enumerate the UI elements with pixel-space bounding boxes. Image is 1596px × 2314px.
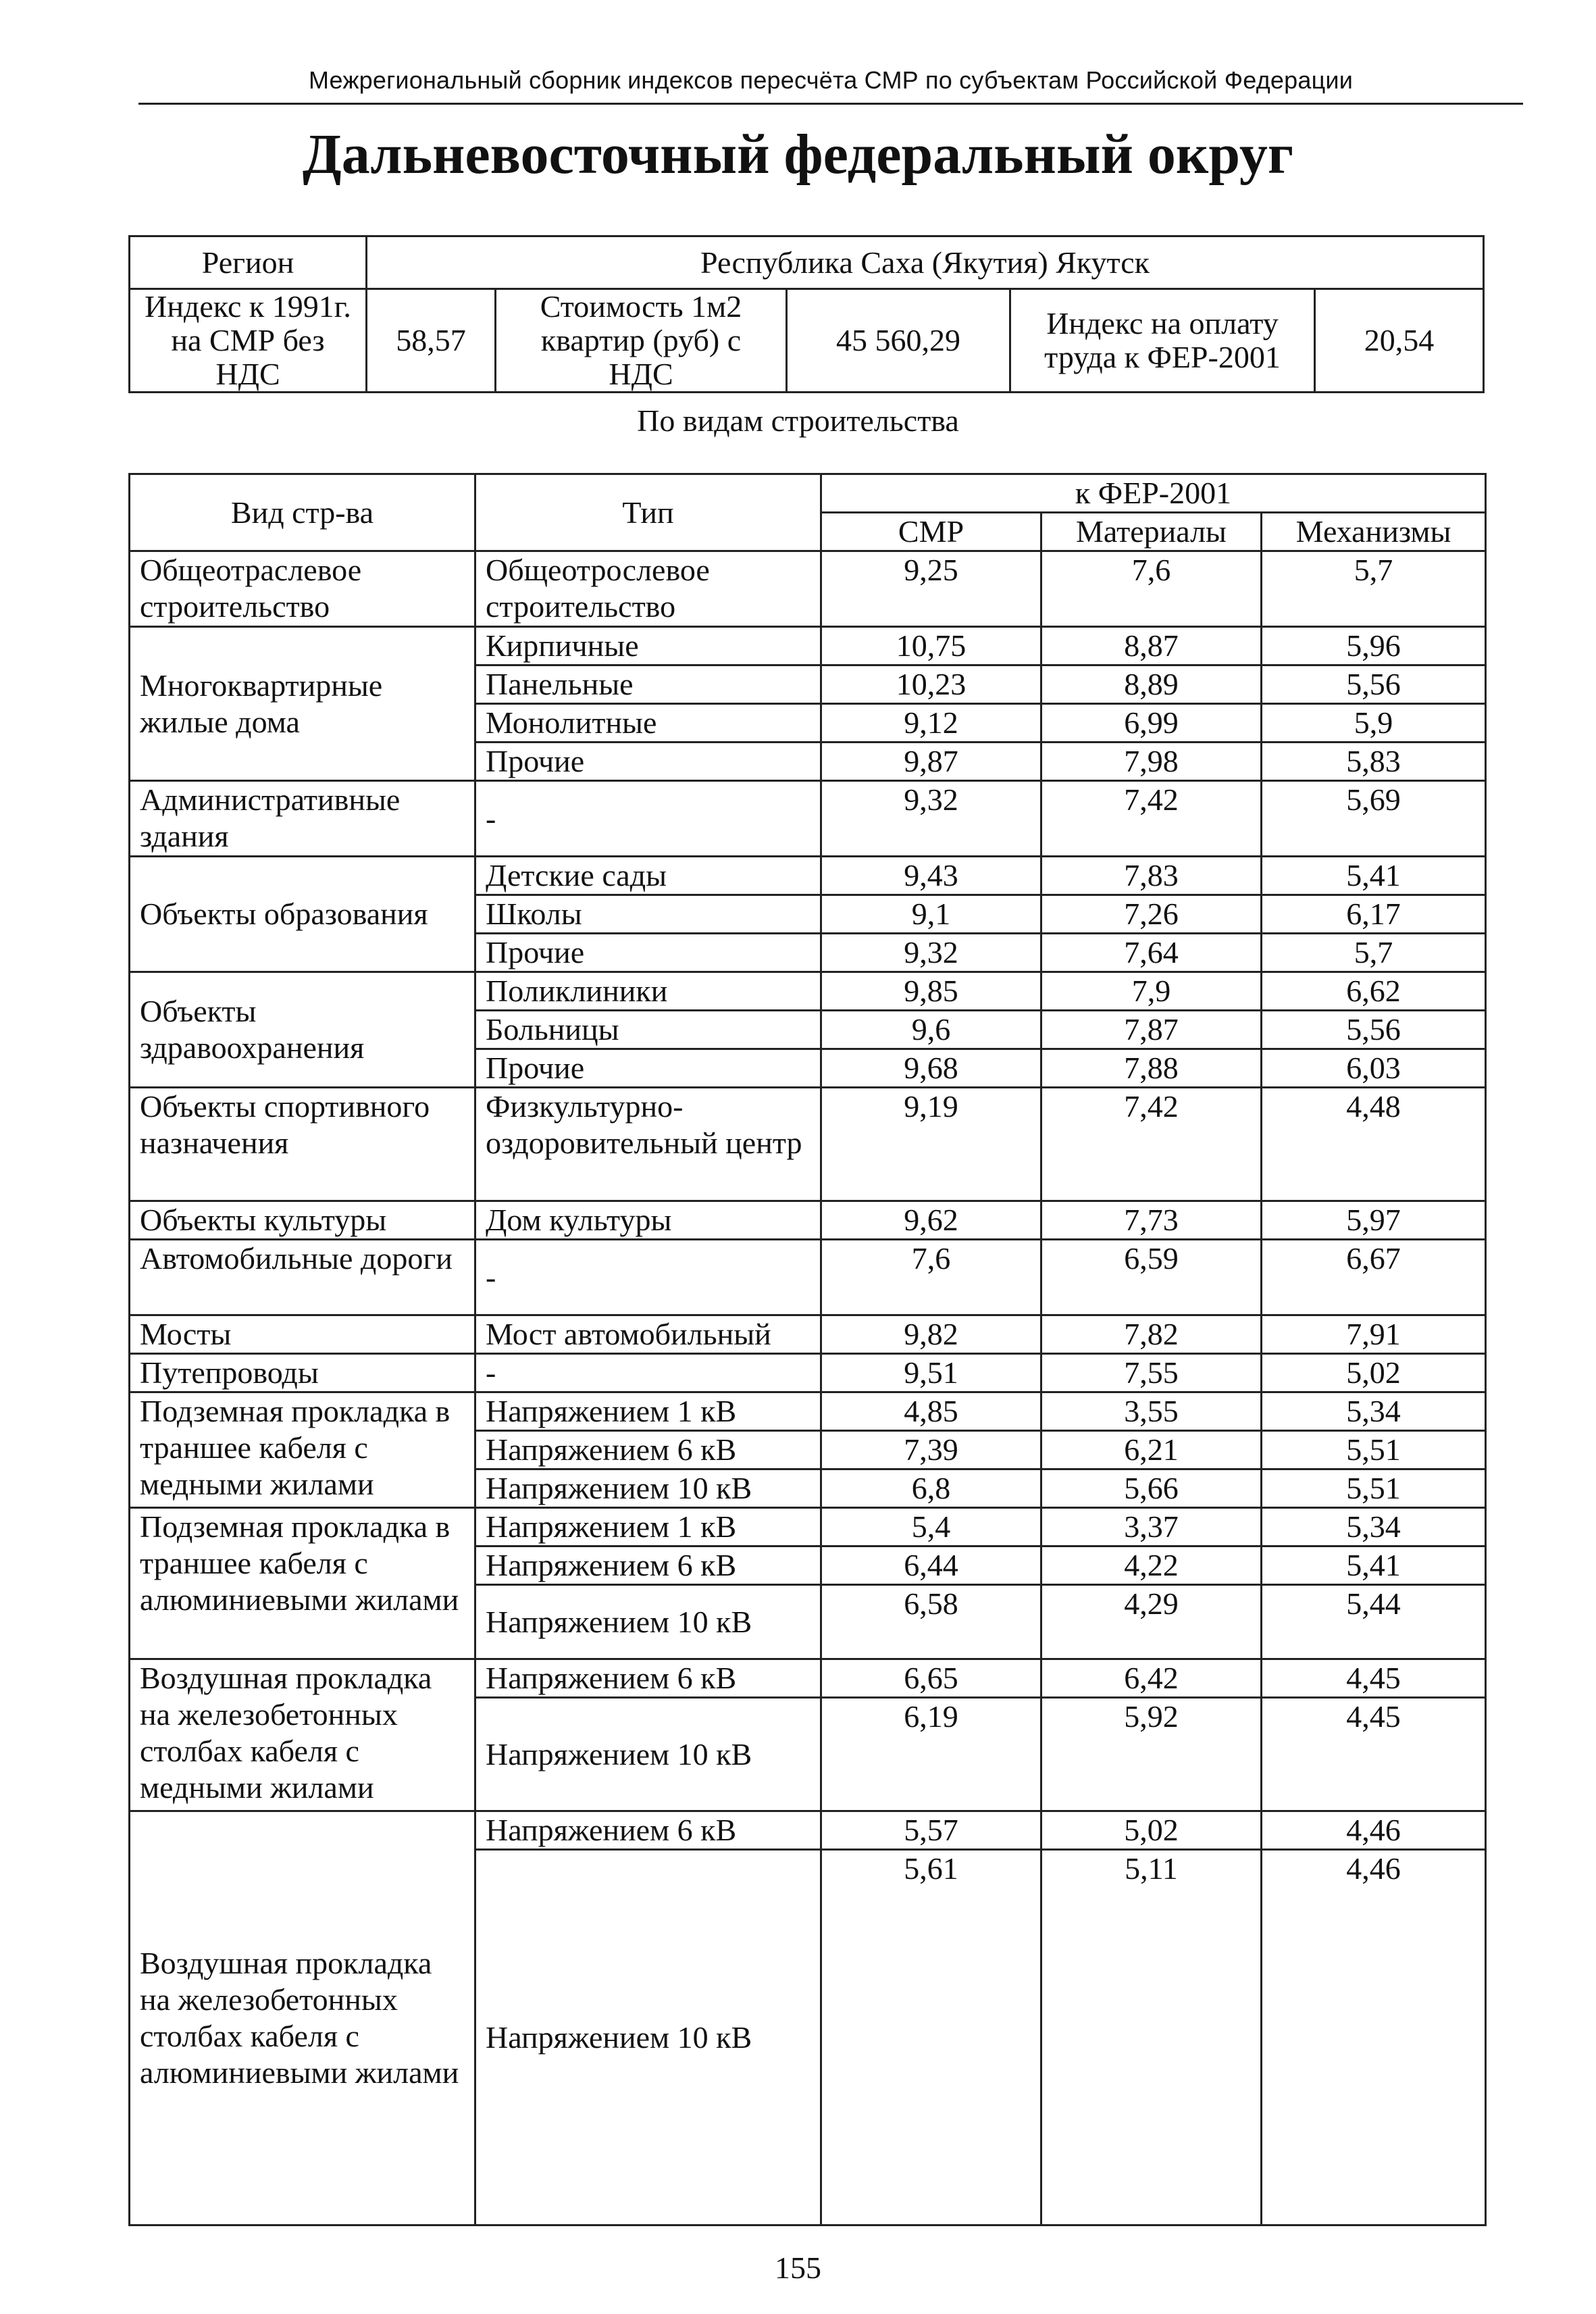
page-title: Дальневосточный федеральный округ bbox=[302, 123, 1294, 186]
table-row bbox=[130, 1811, 1486, 1850]
cell-materials: 6,42 bbox=[1041, 1659, 1262, 1698]
cell-kind: Объекты здравоохранения bbox=[130, 972, 475, 1088]
cell-mechanisms: 5,41 bbox=[1262, 857, 1486, 895]
cell-type: Поликлиники bbox=[475, 972, 821, 1011]
cell-type: Напряжением 10 кВ bbox=[475, 1850, 821, 2225]
cell-mechanisms: 5,96 bbox=[1262, 627, 1486, 665]
cell-kind: Объекты спортивного назначения bbox=[130, 1088, 475, 1201]
cell-mechanisms: 6,03 bbox=[1262, 1049, 1486, 1088]
cell-mechanisms: 5,02 bbox=[1262, 1354, 1486, 1392]
cell-mechanisms: 4,46 bbox=[1262, 1811, 1486, 1850]
cell-mechanisms: 5,34 bbox=[1262, 1392, 1486, 1431]
cell-smr: 7,6 bbox=[821, 1240, 1041, 1315]
cell-mechanisms: 6,17 bbox=[1262, 895, 1486, 934]
cell-smr: 9,87 bbox=[821, 743, 1041, 781]
col-header-smr: СМР bbox=[821, 513, 1041, 551]
cell-type: Монолитные bbox=[475, 704, 821, 743]
cell-kind: Воздушная прокладка на железобетонных столбах кабеля с алюминиевыми жилами bbox=[130, 1811, 475, 2225]
table-row bbox=[130, 1354, 1486, 1392]
cell-type: Напряжением 6 кВ bbox=[475, 1546, 821, 1585]
cell-mechanisms: 5,56 bbox=[1262, 665, 1486, 704]
cell-smr: 9,25 bbox=[821, 551, 1041, 627]
table-row bbox=[130, 781, 1486, 857]
table-row bbox=[130, 1240, 1486, 1315]
cell-smr: 9,12 bbox=[821, 704, 1041, 743]
cell-materials: 6,59 bbox=[1041, 1240, 1262, 1315]
cell-kind: Подземная прокладка в траншее кабеля с медными жилами bbox=[130, 1392, 475, 1508]
cell-type: Панельные bbox=[475, 665, 821, 704]
cell-smr: 9,82 bbox=[821, 1315, 1041, 1354]
cell-materials: 5,92 bbox=[1041, 1698, 1262, 1811]
cell-materials: 3,55 bbox=[1041, 1392, 1262, 1431]
cell-smr: 6,44 bbox=[821, 1546, 1041, 1585]
cell-materials: 7,6 bbox=[1041, 551, 1262, 627]
cell-materials: 6,21 bbox=[1041, 1431, 1262, 1469]
col-header-group: к ФЕР-2001 bbox=[821, 474, 1486, 513]
cell-materials: 7,42 bbox=[1041, 781, 1262, 857]
cell-mechanisms: 7,91 bbox=[1262, 1315, 1486, 1354]
cell-mechanisms: 4,48 bbox=[1262, 1088, 1486, 1201]
table-row bbox=[130, 1201, 1486, 1240]
cell-smr: 6,8 bbox=[821, 1469, 1041, 1508]
cell-kind: Объекты образования bbox=[130, 857, 475, 972]
cell-materials: 6,99 bbox=[1041, 704, 1262, 743]
index-1991-value: 58,57 bbox=[367, 289, 496, 393]
cell-type: Напряжением 6 кВ bbox=[475, 1659, 821, 1698]
index-1991-label: Индекс к 1991г. на СМР без НДС bbox=[130, 289, 367, 393]
page-number: 155 bbox=[775, 2250, 821, 2285]
cell-kind: Воздушная прокладка на железобетонных столбах кабеля с медными жилами bbox=[130, 1659, 475, 1811]
cell-materials: 5,66 bbox=[1041, 1469, 1262, 1508]
cell-type: Напряжением 1 кВ bbox=[475, 1392, 821, 1431]
cell-type: Прочие bbox=[475, 1049, 821, 1088]
cell-smr: 10,23 bbox=[821, 665, 1041, 704]
cell-kind: Общеотраслевое строительство bbox=[130, 551, 475, 627]
cell-smr: 5,4 bbox=[821, 1508, 1041, 1546]
cell-smr: 6,58 bbox=[821, 1585, 1041, 1659]
cell-type: Физкультурно-оздоровительный центр bbox=[475, 1088, 821, 1201]
cell-kind: Автомобильные дороги bbox=[130, 1240, 475, 1315]
cell-kind: Многоквартирные жилые дома bbox=[130, 627, 475, 781]
cost-label: Стоимость 1м2 квартир (руб) с НДС bbox=[496, 289, 787, 393]
cell-materials: 4,29 bbox=[1041, 1585, 1262, 1659]
table-row bbox=[130, 1659, 1486, 1698]
cell-smr: 9,51 bbox=[821, 1354, 1041, 1392]
cell-materials: 8,87 bbox=[1041, 627, 1262, 665]
header-rule bbox=[138, 103, 1523, 105]
cell-smr: 9,19 bbox=[821, 1088, 1041, 1201]
cell-type: Общеотрослевое строительство bbox=[475, 551, 821, 627]
cell-mechanisms: 6,62 bbox=[1262, 972, 1486, 1011]
cell-mechanisms: 5,9 bbox=[1262, 704, 1486, 743]
table-row bbox=[130, 551, 1486, 627]
cell-type: Прочие bbox=[475, 743, 821, 781]
cell-materials: 8,89 bbox=[1041, 665, 1262, 704]
cell-type: Детские сады bbox=[475, 857, 821, 895]
cell-mechanisms: 5,34 bbox=[1262, 1508, 1486, 1546]
col-header-kind: Вид стр-ва bbox=[130, 474, 475, 551]
cell-mechanisms: 5,51 bbox=[1262, 1431, 1486, 1469]
labor-index-label: Индекс на оплату труда к ФЕР-2001 bbox=[1010, 289, 1315, 393]
cell-mechanisms: 4,46 bbox=[1262, 1850, 1486, 2225]
cell-mechanisms: 5,97 bbox=[1262, 1201, 1486, 1240]
cell-materials: 7,73 bbox=[1041, 1201, 1262, 1240]
cell-smr: 4,85 bbox=[821, 1392, 1041, 1431]
cell-materials: 7,42 bbox=[1041, 1088, 1262, 1201]
cell-mechanisms: 4,45 bbox=[1262, 1659, 1486, 1698]
cell-kind: Путепроводы bbox=[130, 1354, 475, 1392]
cell-mechanisms: 6,67 bbox=[1262, 1240, 1486, 1315]
cell-type: Напряжением 1 кВ bbox=[475, 1508, 821, 1546]
cell-materials: 7,98 bbox=[1041, 743, 1262, 781]
cell-smr: 10,75 bbox=[821, 627, 1041, 665]
cell-materials: 7,87 bbox=[1041, 1011, 1262, 1049]
section-title: По видам строительства bbox=[637, 403, 959, 438]
cell-mechanisms: 5,41 bbox=[1262, 1546, 1486, 1585]
cell-smr: 6,19 bbox=[821, 1698, 1041, 1811]
cell-materials: 4,22 bbox=[1041, 1546, 1262, 1585]
cell-materials: 7,83 bbox=[1041, 857, 1262, 895]
labor-index-value: 20,54 bbox=[1315, 289, 1484, 393]
region-summary-table bbox=[128, 235, 1485, 393]
cell-smr: 6,65 bbox=[821, 1659, 1041, 1698]
cell-type: - bbox=[475, 1354, 821, 1392]
cell-materials: 7,9 bbox=[1041, 972, 1262, 1011]
cell-type: Прочие bbox=[475, 934, 821, 972]
cell-materials: 5,11 bbox=[1041, 1850, 1262, 2225]
cell-smr: 9,1 bbox=[821, 895, 1041, 934]
cell-type: Кирпичные bbox=[475, 627, 821, 665]
cell-smr: 9,62 bbox=[821, 1201, 1041, 1240]
cell-type: Напряжением 10 кВ bbox=[475, 1585, 821, 1659]
col-header-materials: Материалы bbox=[1041, 513, 1262, 551]
cell-materials: 7,64 bbox=[1041, 934, 1262, 972]
cell-type: - bbox=[475, 1240, 821, 1315]
table-row bbox=[130, 972, 1486, 1011]
running-header: Межрегиональный сборник индексов пересчёта СМР по субъектам Российской Федерации bbox=[308, 66, 1354, 94]
cell-smr: 9,32 bbox=[821, 781, 1041, 857]
cell-materials: 5,02 bbox=[1041, 1811, 1262, 1850]
cell-mechanisms: 5,51 bbox=[1262, 1469, 1486, 1508]
cell-type: Напряжением 6 кВ bbox=[475, 1431, 821, 1469]
col-header-type: Тип bbox=[475, 474, 821, 551]
cell-kind: Административные здания bbox=[130, 781, 475, 857]
cell-type: Мост автомобильный bbox=[475, 1315, 821, 1354]
cell-materials: 7,82 bbox=[1041, 1315, 1262, 1354]
cell-kind: Мосты bbox=[130, 1315, 475, 1354]
cell-mechanisms: 5,83 bbox=[1262, 743, 1486, 781]
cell-smr: 9,6 bbox=[821, 1011, 1041, 1049]
cell-smr: 5,61 bbox=[821, 1850, 1041, 2225]
region-label: Регион bbox=[130, 236, 367, 289]
table-row bbox=[130, 627, 1486, 665]
cell-smr: 9,85 bbox=[821, 972, 1041, 1011]
cell-smr: 7,39 bbox=[821, 1431, 1041, 1469]
index-table bbox=[128, 473, 1487, 2226]
cell-type: Напряжением 10 кВ bbox=[475, 1698, 821, 1811]
cell-mechanisms: 5,44 bbox=[1262, 1585, 1486, 1659]
cell-materials: 7,55 bbox=[1041, 1354, 1262, 1392]
cell-smr: 9,32 bbox=[821, 934, 1041, 972]
cell-type: Напряжением 6 кВ bbox=[475, 1811, 821, 1850]
cell-smr: 9,68 bbox=[821, 1049, 1041, 1088]
table-row bbox=[130, 1392, 1486, 1431]
cell-mechanisms: 4,45 bbox=[1262, 1698, 1486, 1811]
cell-smr: 5,57 bbox=[821, 1811, 1041, 1850]
cell-kind: Подземная прокладка в траншее кабеля с алюминиевыми жилами bbox=[130, 1508, 475, 1659]
col-header-mechanisms: Механизмы bbox=[1262, 513, 1486, 551]
cell-mechanisms: 5,7 bbox=[1262, 934, 1486, 972]
region-value: Республика Саха (Якутия) Якутск bbox=[367, 236, 1484, 289]
table-row bbox=[130, 857, 1486, 895]
cell-smr: 9,43 bbox=[821, 857, 1041, 895]
cell-type: Школы bbox=[475, 895, 821, 934]
cell-materials: 7,26 bbox=[1041, 895, 1262, 934]
cell-materials: 3,37 bbox=[1041, 1508, 1262, 1546]
cell-type: Напряжением 10 кВ bbox=[475, 1469, 821, 1508]
table-row bbox=[130, 1315, 1486, 1354]
cost-value: 45 560,29 bbox=[787, 289, 1010, 393]
cell-kind: Объекты культуры bbox=[130, 1201, 475, 1240]
cell-type: Больницы bbox=[475, 1011, 821, 1049]
table-row bbox=[130, 1508, 1486, 1546]
cell-materials: 7,88 bbox=[1041, 1049, 1262, 1088]
table-row bbox=[130, 1088, 1486, 1201]
cell-mechanisms: 5,69 bbox=[1262, 781, 1486, 857]
cell-type: Дом культуры bbox=[475, 1201, 821, 1240]
cell-mechanisms: 5,56 bbox=[1262, 1011, 1486, 1049]
cell-mechanisms: 5,7 bbox=[1262, 551, 1486, 627]
cell-type: - bbox=[475, 781, 821, 857]
